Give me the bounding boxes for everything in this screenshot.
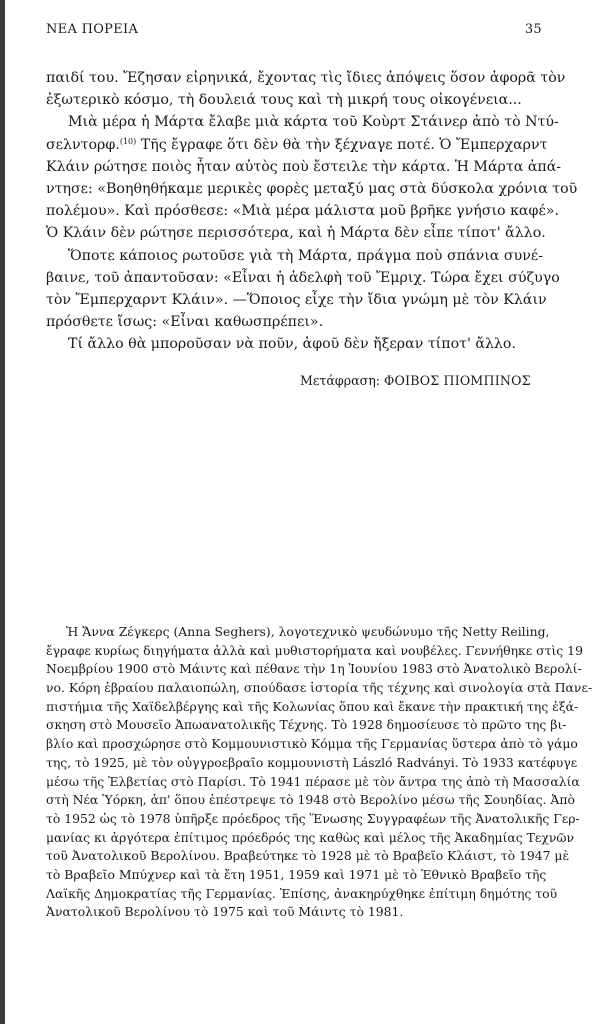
page-number: 35: [524, 22, 542, 37]
author-bio-note: [46, 623, 593, 922]
story-text-line: Μιὰ μέρα ἡ Μάρτα ἔλαβε μιὰ κάρτα τοῦ Κοὺρτ Στάινερ ἀπὸ τὸ Ντύ-: [68, 114, 559, 131]
bio-note-line: νο. Κόρη ἑβραίου παλαιοπώλη, σπούδασε ἱστορία τῆς τέχνης καὶ σινολογία στὰ Πανε-: [46, 680, 593, 696]
bio-note-line: της, τὸ 1925, μὲ τὸν οὐγγροεβραῖο κομμουνιστὴ László Radványi. Τὸ 1933 κατέφυγε: [46, 754, 578, 770]
story-text-line: παιδί του. Ἔζησαν εἰρηνικά, ἔχοντας τὶς ἴδιες ἀπόψεις ὅσον ἀφορᾶ τὸν: [46, 70, 566, 86]
running-header: [46, 22, 542, 40]
bio-note-line: ἔγραφε κυρίως διηγήματα ἀλλὰ καὶ μυθιστορήματα καὶ νουβέλες. Γεννήθηκε στὶς 19: [46, 642, 583, 658]
bio-note-line: Νοεμβρίου 1900 στὸ Μάιντς καὶ πέθανε τὴν 1η Ἰουνίου 1983 στὸ Ἀνατολικὸ Βερολί-: [46, 661, 582, 677]
bio-note-line: Ἡ Ἄννα Ζέγκερς (Anna Seghers), λογοτεχνικὸ ψευδώνυμο τῆς Netty Reiling,: [66, 624, 550, 639]
bio-note-line: Λαϊκῆς Δημοκρατίας τῆς Γερμανίας. Ἐπίσης, ἀνακηρύχθηκε ἐπίτιμη δημότης τοῦ: [46, 885, 558, 901]
story-text-line: πρόσθετε ἴσως: «Εἶναι καθωσπρέπει».: [46, 314, 324, 331]
bio-note-line: Ἀνατολικοῦ Βερολίνου τὸ 1975 καὶ τοῦ Μάιντς τὸ 1981.: [46, 904, 404, 920]
translator-name: ΦΟΙΒΟΣ ΠΙΟΜΠΙΝΟΣ: [384, 373, 531, 388]
bio-note-line: μέσω τῆς Ἑλβετίας στὸ Παρίσι. Τὸ 1941 πέρασε μὲ τὸν ἄντρα της ἀπὸ τὴ Μασσαλία: [46, 773, 580, 789]
bio-note-line: στὴ Νέα Ὑόρκη, ἀπ' ὅπου ἐπέστρεψε τὸ 1948 στὸ Βερολίνο μέσω τῆς Σουηδίας. Ἀπὸ: [46, 792, 575, 808]
bio-note-line: τὸ Βραβεῖο Μπύχνερ καὶ τὰ ἔτη 1951, 1959 καὶ 1971 μὲ τὸ Ἐθνικὸ Βραβεῖο τῆς: [46, 866, 547, 882]
story-text-line: Ὅποτε κάποιος ρωτοῦσε γιὰ τὴ Μάρτα, πράγμα ποὺ σπάνια συνέ-: [68, 247, 543, 264]
story-text-line: Ὁ Κλάιν δὲν ρώτησε περισσότερα, καὶ ἡ Μάρτα δὲν εἶπε τίποτ' ἄλλο.: [46, 225, 546, 242]
story-text-line: βαινε, τοῦ ἀπαντοῦσαν: «Εἶναι ἡ ἀδελφὴ τοῦ Ἔμριχ. Τώρα ἔχει σύζυγο: [46, 269, 560, 286]
bio-note-line: τὸ 1952 ὡς τὸ 1978 ὑπῆρξε πρόεδρος τῆς Ἕνωσης Συγγραφέων τῆς Ἀνατολικῆς Γερ-: [46, 810, 580, 826]
story-text-line: σελντορφ.$^{(10)}$ Τῆς ἔγραφε ὅτι δὲν θὰ τὴν ξέχναγε ποτέ. Ὁ Ἔμπερχαρντ: [46, 136, 548, 153]
story-text-line: τὸν Ἔμπερχαρντ Κλάιν». —Ὅποιος εἶχε τὴν ἴδια γνώμη μὲ τὸν Κλάιν: [46, 291, 547, 308]
story-text-line: Τί ἄλλο θὰ μποροῦσαν νὰ ποῦν, ἀφοῦ δὲν ἤξεραν τίποτ' ἄλλο.: [68, 336, 516, 353]
page-spine-edge: [0, 0, 5, 1024]
bio-note-line: πιστήμια τῆς Χαϊδελβέργης καὶ τῆς Κολωνίας ὅπου καὶ ἔκανε τὴν πρακτική της ἐξά-: [46, 698, 579, 714]
translator-label: Μετάφραση:: [300, 373, 381, 388]
story-text-line: ἐξωτερικὸ κόσμο, τὴ δουλειά τους καὶ τὴ μικρή τους οἰκογένεια...: [46, 92, 522, 109]
bio-note-line: βλίο καὶ προσχώρησε στὸ Κομμουνιστικὸ Κόμμα τῆς Γερμανίας ὕστερα ἀπὸ τὸ γάμο: [46, 736, 578, 752]
story-text-line: πολέμου». Καὶ πρόσθεσε: «Μιὰ μέρα μάλιστα μοῦ βρῆκε γνήσιο καφέ».: [46, 203, 559, 220]
bio-note-line: σκηση στὸ Μουσεῖο Ἀπωανατολικῆς Τέχνης. Τὸ 1928 δημοσίευσε τὸ πρῶτο της βι-: [46, 717, 567, 733]
journal-title: ΝΕΑ ΠΟΡΕΙΑ: [46, 22, 139, 37]
bio-note-line: τοῦ Ἀνατολικοῦ Βερολίνου. Βραβεύτηκε τὸ 1928 μὲ τὸ Βραβεῖο Κλάιστ, τὸ 1947 μὲ: [46, 848, 570, 864]
footnote-marker: (10): [119, 136, 137, 146]
story-text-line: ντησε: «Βοηθηθήκαμε μερικὲς φορὲς μεταξύ μας στὰ δύσκολα χρόνια τοῦ: [46, 180, 578, 197]
story-text: [46, 67, 578, 355]
story-text-line: Κλάιν ρώτησε ποιὸς ἦταν αὐτὸς ποὺ ἔστειλε τὴν κάρτα. Ἡ Μάρτα ἀπά-: [46, 158, 562, 175]
translator-credit: [300, 373, 543, 388]
bio-note-line: μανίας κι ἀργότερα ἐπίτιμος πρόεδρός της καθὼς καὶ μέλος τῆς Ἀκαδημίας Τεχνῶν: [46, 829, 575, 845]
